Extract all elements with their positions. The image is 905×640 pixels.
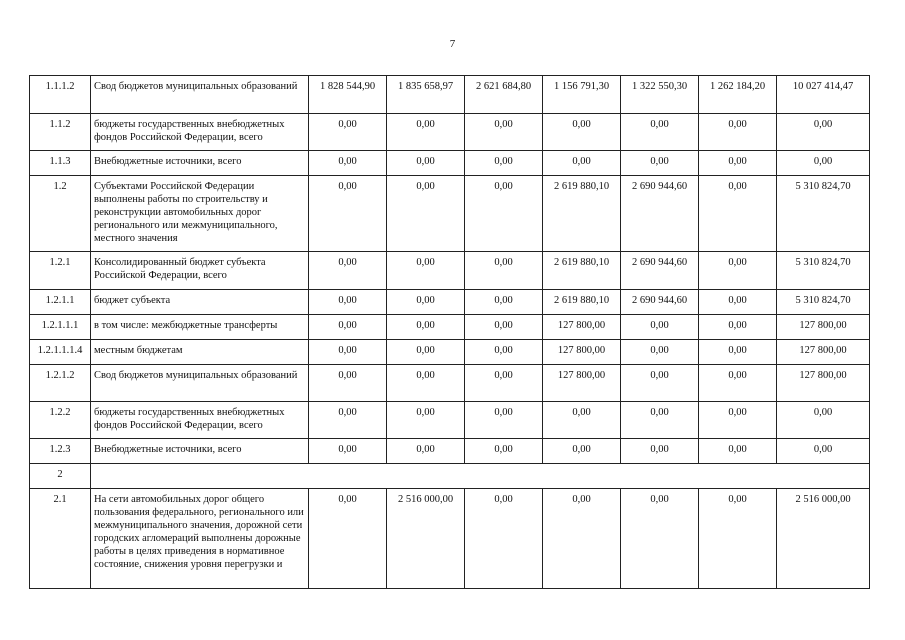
- table-row: [30, 76, 870, 114]
- table-row: [30, 402, 870, 439]
- year-value-cell: 2 619 880,10: [543, 252, 621, 290]
- total-value-cell: 2 516 000,00: [777, 489, 870, 589]
- year-value-cell: 127 800,00: [543, 365, 621, 402]
- year-value-cell: 2 621 684,80: [465, 76, 543, 114]
- total-value-cell: 5 310 824,70: [777, 176, 870, 252]
- year-value-cell: 0,00: [621, 402, 699, 439]
- table-row: [30, 151, 870, 176]
- table-row: [30, 489, 870, 589]
- year-value-cell: 0,00: [621, 365, 699, 402]
- table-row: [30, 290, 870, 315]
- year-value-cell: 0,00: [543, 439, 621, 464]
- total-value-cell: 0,00: [777, 114, 870, 151]
- row-code: 1.2.1.2: [30, 365, 91, 402]
- year-value-cell: 0,00: [309, 290, 387, 315]
- year-value-cell: 0,00: [387, 151, 465, 176]
- table-row: [30, 464, 870, 489]
- year-value-cell: 0,00: [699, 439, 777, 464]
- row-description: На сети автомобильных дорог общего пользования федерального, регионального или межмуниципального значения, дорожной сети городских агломераций выполнены дорожные работы в целях приведения в нормативное состояние, снижения уровня перегрузки и: [91, 489, 309, 589]
- year-value-cell: 0,00: [621, 489, 699, 589]
- year-value-cell: 0,00: [465, 340, 543, 365]
- row-description: Свод бюджетов муниципальных образований: [91, 76, 309, 114]
- year-value-cell: 0,00: [465, 315, 543, 340]
- year-value-cell: 0,00: [387, 252, 465, 290]
- row-code: 2.1: [30, 489, 91, 589]
- table-body: [30, 76, 870, 589]
- year-value-cell: 0,00: [387, 114, 465, 151]
- year-value-cell: 0,00: [387, 365, 465, 402]
- year-value-cell: 1 322 550,30: [621, 76, 699, 114]
- row-code: 1.2.2: [30, 402, 91, 439]
- year-value-cell: 0,00: [465, 365, 543, 402]
- year-value-cell: 2 690 944,60: [621, 290, 699, 315]
- row-code: 1.1.1.2: [30, 76, 91, 114]
- year-value-cell: 0,00: [699, 252, 777, 290]
- year-value-cell: 0,00: [465, 252, 543, 290]
- total-value-cell: 10 027 414,47: [777, 76, 870, 114]
- year-value-cell: 0,00: [309, 340, 387, 365]
- row-description: бюджет субъекта: [91, 290, 309, 315]
- year-value-cell: 0,00: [699, 114, 777, 151]
- section-empty-cell: [91, 464, 870, 489]
- year-value-cell: 0,00: [465, 114, 543, 151]
- year-value-cell: 0,00: [387, 315, 465, 340]
- year-value-cell: 0,00: [387, 290, 465, 315]
- row-code: 1.2.1: [30, 252, 91, 290]
- year-value-cell: 0,00: [465, 151, 543, 176]
- table-row: [30, 252, 870, 290]
- row-code: 1.2: [30, 176, 91, 252]
- year-value-cell: 0,00: [309, 176, 387, 252]
- row-code: 1.1.3: [30, 151, 91, 176]
- year-value-cell: 0,00: [699, 340, 777, 365]
- year-value-cell: 0,00: [543, 402, 621, 439]
- year-value-cell: 0,00: [699, 402, 777, 439]
- row-description: Внебюджетные источники, всего: [91, 439, 309, 464]
- year-value-cell: 0,00: [621, 340, 699, 365]
- year-value-cell: 1 828 544,90: [309, 76, 387, 114]
- year-value-cell: 0,00: [309, 489, 387, 589]
- year-value-cell: 0,00: [699, 315, 777, 340]
- year-value-cell: 0,00: [699, 151, 777, 176]
- row-description: местным бюджетам: [91, 340, 309, 365]
- row-description: бюджеты государственных внебюджетных фондов Российской Федерации, всего: [91, 114, 309, 151]
- row-description: Свод бюджетов муниципальных образований: [91, 365, 309, 402]
- year-value-cell: 0,00: [621, 114, 699, 151]
- year-value-cell: 0,00: [543, 114, 621, 151]
- year-value-cell: 0,00: [465, 439, 543, 464]
- row-code: 1.2.3: [30, 439, 91, 464]
- table-row: [30, 315, 870, 340]
- year-value-cell: 0,00: [699, 176, 777, 252]
- budget-table: [29, 75, 870, 589]
- row-code: 2: [30, 464, 91, 489]
- year-value-cell: 0,00: [699, 365, 777, 402]
- year-value-cell: 127 800,00: [543, 315, 621, 340]
- year-value-cell: 0,00: [309, 439, 387, 464]
- row-description: Консолидированный бюджет субъекта Российской Федерации, всего: [91, 252, 309, 290]
- year-value-cell: 0,00: [387, 340, 465, 365]
- year-value-cell: 2 690 944,60: [621, 252, 699, 290]
- year-value-cell: 0,00: [387, 176, 465, 252]
- year-value-cell: 0,00: [387, 439, 465, 464]
- table-row: [30, 439, 870, 464]
- row-description: бюджеты государственных внебюджетных фондов Российской Федерации, всего: [91, 402, 309, 439]
- table-row: [30, 114, 870, 151]
- year-value-cell: 0,00: [387, 402, 465, 439]
- year-value-cell: 0,00: [699, 290, 777, 315]
- row-code: 1.2.1.1.1.4: [30, 340, 91, 365]
- total-value-cell: 127 800,00: [777, 340, 870, 365]
- year-value-cell: 0,00: [309, 114, 387, 151]
- total-value-cell: 5 310 824,70: [777, 290, 870, 315]
- year-value-cell: 0,00: [543, 489, 621, 589]
- total-value-cell: 127 800,00: [777, 365, 870, 402]
- year-value-cell: 0,00: [621, 439, 699, 464]
- total-value-cell: 5 310 824,70: [777, 252, 870, 290]
- page-number: 7: [449, 38, 456, 50]
- year-value-cell: 0,00: [465, 290, 543, 315]
- year-value-cell: 2 516 000,00: [387, 489, 465, 589]
- row-code: 1.2.1.1.1: [30, 315, 91, 340]
- year-value-cell: 1 156 791,30: [543, 76, 621, 114]
- year-value-cell: 0,00: [309, 315, 387, 340]
- year-value-cell: 127 800,00: [543, 340, 621, 365]
- row-code: 1.1.2: [30, 114, 91, 151]
- year-value-cell: 0,00: [465, 489, 543, 589]
- year-value-cell: 0,00: [309, 402, 387, 439]
- year-value-cell: 0,00: [309, 252, 387, 290]
- table-row: [30, 340, 870, 365]
- year-value-cell: 2 619 880,10: [543, 176, 621, 252]
- year-value-cell: 2 690 944,60: [621, 176, 699, 252]
- year-value-cell: 2 619 880,10: [543, 290, 621, 315]
- year-value-cell: 0,00: [465, 176, 543, 252]
- total-value-cell: 0,00: [777, 402, 870, 439]
- year-value-cell: 0,00: [543, 151, 621, 176]
- total-value-cell: 127 800,00: [777, 315, 870, 340]
- row-description: Субъектами Российской Федерации выполнены работы по строительству и реконструкции автомобильных дорог регионального или межмуниципального, местного значения: [91, 176, 309, 252]
- year-value-cell: 0,00: [699, 489, 777, 589]
- row-code: 1.2.1.1: [30, 290, 91, 315]
- year-value-cell: 1 835 658,97: [387, 76, 465, 114]
- year-value-cell: 0,00: [309, 365, 387, 402]
- total-value-cell: 0,00: [777, 151, 870, 176]
- year-value-cell: 0,00: [309, 151, 387, 176]
- year-value-cell: 0,00: [621, 315, 699, 340]
- table-row: [30, 176, 870, 252]
- total-value-cell: 0,00: [777, 439, 870, 464]
- year-value-cell: 1 262 184,20: [699, 76, 777, 114]
- year-value-cell: 0,00: [621, 151, 699, 176]
- year-value-cell: 0,00: [465, 402, 543, 439]
- row-description: в том числе: межбюджетные трансферты: [91, 315, 309, 340]
- table-row: [30, 365, 870, 402]
- row-description: Внебюджетные источники, всего: [91, 151, 309, 176]
